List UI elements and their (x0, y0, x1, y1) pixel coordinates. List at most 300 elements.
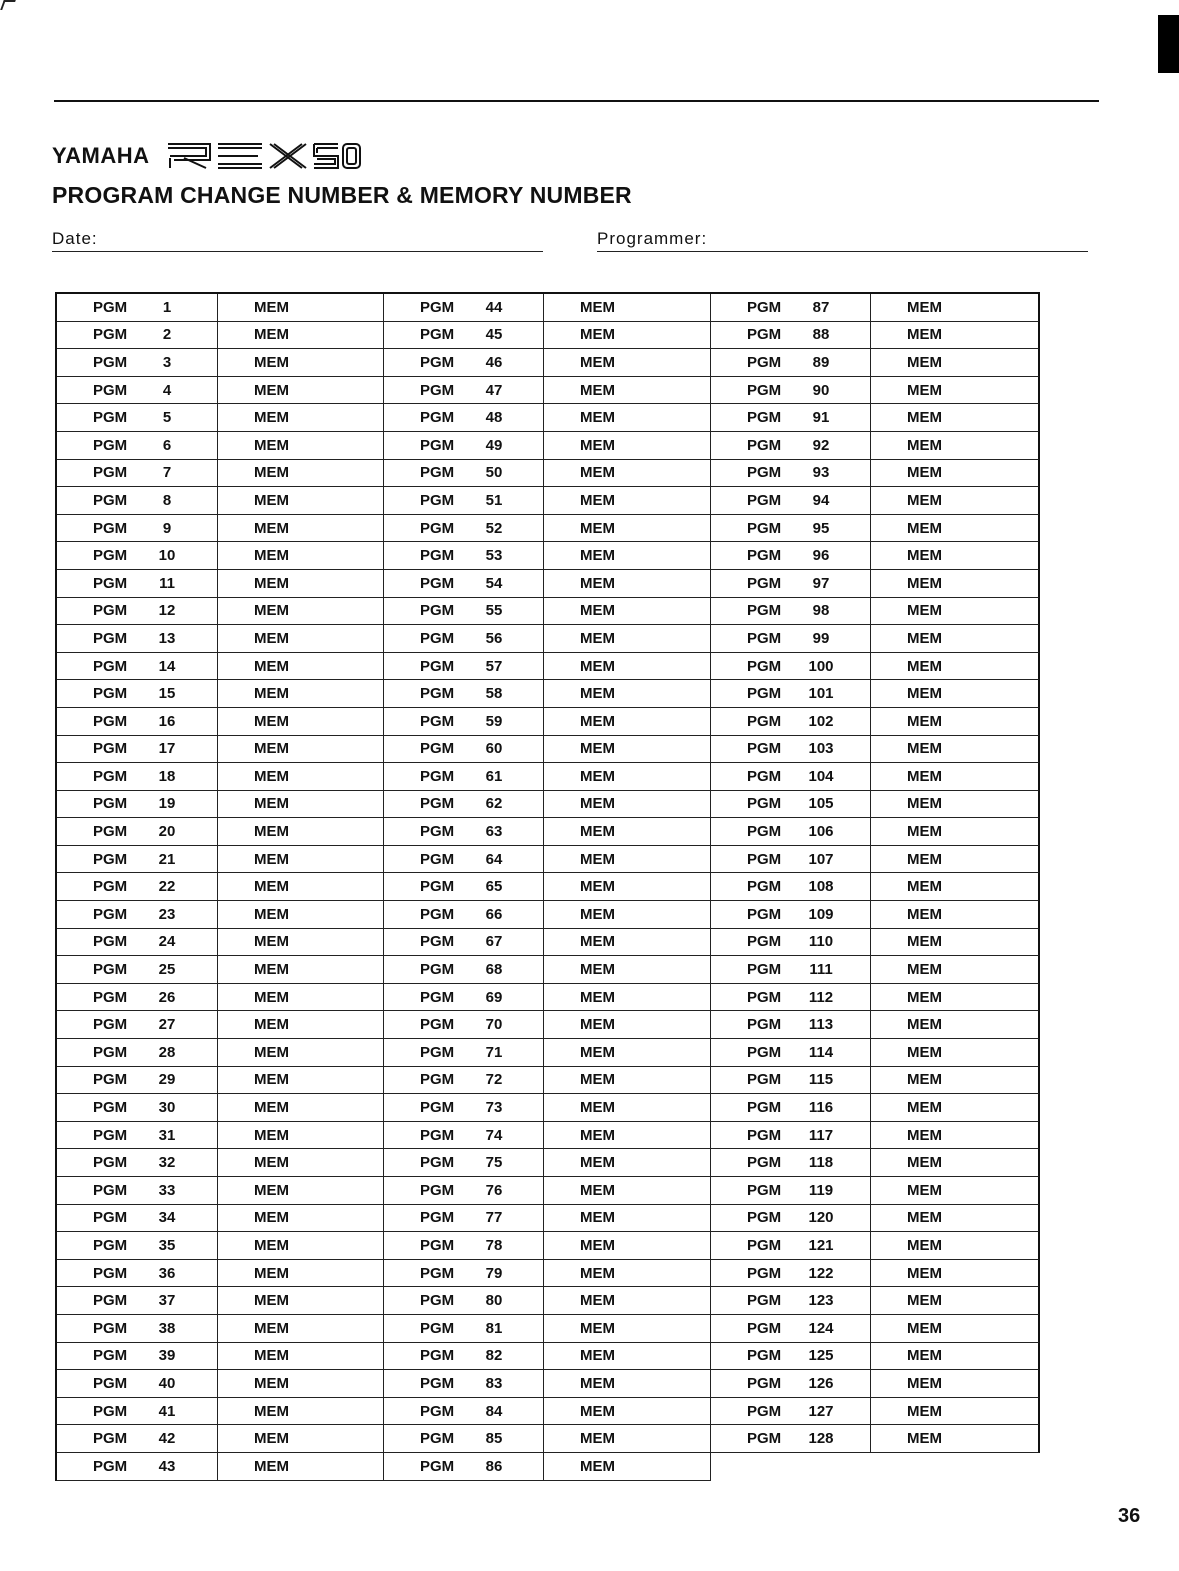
pgm-cell (384, 1260, 544, 1288)
pgm-label: PGM (420, 1099, 455, 1117)
mem-cell[interactable] (218, 294, 384, 322)
mem-cell[interactable] (871, 1232, 1040, 1260)
pgm-label: PGM (420, 850, 455, 868)
mem-cell[interactable] (218, 570, 384, 598)
pgm-label: PGM (93, 574, 128, 592)
pgm-label: PGM (420, 712, 455, 730)
pgm-number: 60 (485, 740, 503, 758)
mem-label: MEM (580, 602, 615, 620)
mem-cell[interactable] (218, 736, 384, 764)
mem-cell[interactable] (871, 1205, 1040, 1233)
pgm-cell (711, 377, 871, 405)
mem-cell[interactable] (218, 625, 384, 653)
mem-cell[interactable] (218, 1453, 384, 1481)
pgm-number: 76 (485, 1181, 503, 1199)
pgm-number: 26 (158, 988, 176, 1006)
mem-label: MEM (254, 602, 289, 620)
pgm-number: 104 (808, 767, 834, 785)
mem-cell[interactable] (218, 598, 384, 626)
pgm-number: 61 (485, 767, 503, 785)
mem-cell[interactable] (544, 708, 711, 736)
pgm-cell (711, 1011, 871, 1039)
pgm-label: PGM (420, 823, 455, 841)
pgm-number: 10 (158, 547, 176, 565)
mem-cell[interactable] (544, 460, 711, 488)
pgm-number: 48 (485, 409, 503, 427)
mem-cell[interactable] (871, 1398, 1040, 1426)
mem-cell[interactable] (871, 598, 1040, 626)
mem-cell[interactable] (544, 680, 711, 708)
pgm-number: 67 (485, 933, 503, 951)
pgm-cell (57, 1094, 218, 1122)
mem-cell[interactable] (218, 1398, 384, 1426)
mem-cell[interactable] (871, 294, 1040, 322)
pgm-label: PGM (93, 1043, 128, 1061)
pgm-cell (57, 625, 218, 653)
mem-cell[interactable] (871, 432, 1040, 460)
mem-cell[interactable] (218, 1260, 384, 1288)
mem-cell[interactable] (544, 377, 711, 405)
mem-label: MEM (580, 1430, 615, 1448)
mem-cell[interactable] (871, 570, 1040, 598)
pgm-label: PGM (93, 602, 128, 620)
mem-cell[interactable] (871, 1287, 1040, 1315)
mem-cell[interactable] (218, 460, 384, 488)
mem-cell[interactable] (218, 1370, 384, 1398)
mem-cell[interactable] (871, 929, 1040, 957)
pgm-number: 78 (485, 1236, 503, 1254)
mem-label: MEM (580, 850, 615, 868)
pgm-number: 52 (485, 519, 503, 537)
pgm-label: PGM (747, 409, 782, 427)
mem-cell[interactable] (871, 1039, 1040, 1067)
pgm-cell (384, 515, 544, 543)
pgm-label: PGM (93, 767, 128, 785)
mem-cell[interactable] (218, 680, 384, 708)
pgm-label: PGM (93, 657, 128, 675)
mem-cell[interactable] (218, 1425, 384, 1453)
mem-cell[interactable] (871, 1177, 1040, 1205)
mem-cell[interactable] (544, 487, 711, 515)
mem-cell[interactable] (544, 294, 711, 322)
pgm-label: PGM (747, 1430, 782, 1448)
mem-cell[interactable] (871, 349, 1040, 377)
mem-label: MEM (907, 326, 942, 344)
pgm-number: 80 (485, 1292, 503, 1310)
pgm-number: 118 (808, 1154, 834, 1172)
mem-cell[interactable] (544, 1205, 711, 1233)
mem-label: MEM (580, 1347, 615, 1365)
pgm-label: PGM (93, 547, 128, 565)
mem-cell[interactable] (218, 1149, 384, 1177)
mem-cell[interactable] (871, 791, 1040, 819)
mem-cell[interactable] (544, 404, 711, 432)
pgm-cell (711, 1425, 871, 1453)
mem-cell[interactable] (871, 1260, 1040, 1288)
pgm-cell (57, 1232, 218, 1260)
mem-cell[interactable] (544, 1094, 711, 1122)
pgm-cell (384, 1287, 544, 1315)
pgm-cell (711, 736, 871, 764)
pgm-cell (57, 736, 218, 764)
mem-cell[interactable] (218, 984, 384, 1012)
mem-label: MEM (254, 519, 289, 537)
pgm-label: PGM (747, 850, 782, 868)
pgm-label: PGM (420, 740, 455, 758)
mem-cell[interactable] (871, 1067, 1040, 1095)
mem-cell[interactable] (218, 846, 384, 874)
mem-cell[interactable] (871, 956, 1040, 984)
mem-cell[interactable] (544, 846, 711, 874)
pgm-cell (57, 956, 218, 984)
mem-cell[interactable] (871, 984, 1040, 1012)
pgm-cell (384, 901, 544, 929)
pgm-number: 32 (158, 1154, 176, 1172)
pgm-label: PGM (747, 1016, 782, 1034)
pgm-label: PGM (420, 657, 455, 675)
pgm-label: PGM (420, 602, 455, 620)
pgm-number: 82 (485, 1347, 503, 1365)
pgm-cell (57, 708, 218, 736)
mem-label: MEM (580, 795, 615, 813)
mem-cell[interactable] (871, 708, 1040, 736)
mem-cell[interactable] (218, 873, 384, 901)
pgm-number: 29 (158, 1071, 176, 1089)
mem-label: MEM (254, 657, 289, 675)
mem-cell[interactable] (218, 349, 384, 377)
pgm-label: PGM (420, 1264, 455, 1282)
pgm-label: PGM (747, 1209, 782, 1227)
mem-label: MEM (254, 712, 289, 730)
mem-cell[interactable] (544, 1287, 711, 1315)
pgm-label: PGM (420, 574, 455, 592)
mem-cell[interactable] (871, 901, 1040, 929)
pgm-number: 41 (158, 1402, 176, 1420)
pgm-label: PGM (93, 298, 128, 316)
pgm-cell (57, 515, 218, 543)
mem-cell[interactable] (871, 1425, 1040, 1453)
mem-cell[interactable] (544, 873, 711, 901)
mem-cell[interactable] (544, 818, 711, 846)
mem-cell[interactable] (218, 1232, 384, 1260)
pgm-number: 57 (485, 657, 503, 675)
page-number: 36 (1118, 1505, 1141, 1527)
mem-cell[interactable] (871, 404, 1040, 432)
pgm-number: 95 (812, 519, 830, 537)
mem-cell[interactable] (544, 791, 711, 819)
mem-cell[interactable] (218, 542, 384, 570)
pgm-number: 100 (808, 657, 834, 675)
pgm-label: PGM (747, 1099, 782, 1117)
mem-label: MEM (907, 381, 942, 399)
mem-cell[interactable] (218, 653, 384, 681)
pgm-label: PGM (420, 519, 455, 537)
mem-label: MEM (254, 547, 289, 565)
mem-cell[interactable] (871, 487, 1040, 515)
pgm-cell (711, 322, 871, 350)
pgm-number: 126 (808, 1374, 834, 1392)
pgm-label: PGM (747, 1264, 782, 1282)
pgm-label: PGM (420, 795, 455, 813)
pgm-number: 9 (162, 519, 172, 537)
pgm-number: 117 (808, 1126, 834, 1144)
mem-cell[interactable] (871, 736, 1040, 764)
pgm-cell (384, 791, 544, 819)
mem-cell[interactable] (544, 1370, 711, 1398)
mem-cell[interactable] (218, 901, 384, 929)
pgm-label: PGM (93, 629, 128, 647)
mem-cell[interactable] (871, 1149, 1040, 1177)
mem-cell[interactable] (871, 460, 1040, 488)
mem-cell[interactable] (871, 1094, 1040, 1122)
mem-cell[interactable] (218, 1177, 384, 1205)
pgm-number: 89 (812, 353, 830, 371)
pgm-cell (384, 763, 544, 791)
mem-cell[interactable] (871, 515, 1040, 543)
mem-cell[interactable] (218, 1067, 384, 1095)
pgm-number: 40 (158, 1374, 176, 1392)
pgm-cell (384, 349, 544, 377)
mem-label: MEM (254, 1264, 289, 1282)
mem-cell[interactable] (544, 1149, 711, 1177)
mem-cell[interactable] (218, 929, 384, 957)
mem-cell[interactable] (544, 1343, 711, 1371)
pgm-cell (57, 349, 218, 377)
mem-cell[interactable] (218, 404, 384, 432)
mem-cell[interactable] (544, 542, 711, 570)
mem-label: MEM (907, 685, 942, 703)
mem-cell[interactable] (544, 1011, 711, 1039)
pgm-cell (384, 1039, 544, 1067)
mem-cell[interactable] (218, 1011, 384, 1039)
pgm-number: 59 (485, 712, 503, 730)
mem-label: MEM (580, 905, 615, 923)
mem-label: MEM (907, 1154, 942, 1172)
pgm-cell (711, 542, 871, 570)
pgm-label: PGM (747, 685, 782, 703)
mem-cell[interactable] (544, 1398, 711, 1426)
mem-cell[interactable] (544, 1039, 711, 1067)
mem-cell[interactable] (544, 432, 711, 460)
mem-cell[interactable] (871, 873, 1040, 901)
mem-cell[interactable] (871, 680, 1040, 708)
pgm-number: 42 (158, 1430, 176, 1448)
pgm-label: PGM (420, 767, 455, 785)
mem-cell[interactable] (544, 1315, 711, 1343)
mem-cell[interactable] (871, 1122, 1040, 1150)
mem-cell[interactable] (544, 1453, 711, 1481)
mem-label: MEM (907, 547, 942, 565)
pgm-cell (384, 1149, 544, 1177)
mem-cell[interactable] (544, 625, 711, 653)
mem-cell[interactable] (871, 818, 1040, 846)
mem-label: MEM (907, 1264, 942, 1282)
mem-cell[interactable] (544, 1177, 711, 1205)
pgm-label: PGM (747, 823, 782, 841)
mem-label: MEM (580, 988, 615, 1006)
pgm-label: PGM (93, 878, 128, 896)
mem-label: MEM (580, 823, 615, 841)
pgm-cell (711, 1149, 871, 1177)
mem-cell[interactable] (871, 542, 1040, 570)
mem-cell[interactable] (218, 322, 384, 350)
mem-cell[interactable] (218, 377, 384, 405)
pgm-number: 65 (485, 878, 503, 896)
mem-cell[interactable] (544, 1122, 711, 1150)
mem-cell[interactable] (544, 570, 711, 598)
pgm-cell (384, 1232, 544, 1260)
mem-label: MEM (580, 933, 615, 951)
pgm-label: PGM (747, 1347, 782, 1365)
pgm-cell (384, 1398, 544, 1426)
pgm-label: PGM (420, 988, 455, 1006)
pgm-cell (57, 542, 218, 570)
mem-cell[interactable] (544, 1067, 711, 1095)
mem-cell[interactable] (218, 763, 384, 791)
pgm-label: PGM (420, 1374, 455, 1392)
pgm-number: 56 (485, 629, 503, 647)
mem-cell[interactable] (218, 956, 384, 984)
pgm-cell (711, 846, 871, 874)
pgm-label: PGM (420, 381, 455, 399)
pgm-number: 110 (808, 933, 834, 951)
mem-cell[interactable] (218, 487, 384, 515)
mem-cell[interactable] (871, 1370, 1040, 1398)
pgm-cell (384, 929, 544, 957)
mem-cell[interactable] (544, 1260, 711, 1288)
mem-label: MEM (580, 1154, 615, 1172)
pgm-cell (711, 653, 871, 681)
pgm-cell (711, 1370, 871, 1398)
mem-cell[interactable] (544, 984, 711, 1012)
pgm-label: PGM (747, 657, 782, 675)
top-rule (54, 100, 1099, 102)
mem-cell[interactable] (218, 818, 384, 846)
mem-label: MEM (254, 850, 289, 868)
mem-cell[interactable] (218, 1315, 384, 1343)
pgm-label: PGM (93, 961, 128, 979)
mem-cell[interactable] (218, 432, 384, 460)
pgm-label: PGM (747, 795, 782, 813)
mem-cell[interactable] (544, 515, 711, 543)
mem-cell[interactable] (544, 1425, 711, 1453)
pgm-cell (711, 791, 871, 819)
mem-cell[interactable] (871, 322, 1040, 350)
mem-cell[interactable] (218, 708, 384, 736)
pgm-number: 97 (812, 574, 830, 592)
pgm-label: PGM (93, 1181, 128, 1199)
mem-cell[interactable] (218, 1039, 384, 1067)
pgm-number: 39 (158, 1347, 176, 1365)
pgm-number: 87 (812, 298, 830, 316)
pgm-cell (384, 625, 544, 653)
mem-cell[interactable] (871, 1011, 1040, 1039)
mem-label: MEM (580, 1264, 615, 1282)
pgm-cell (711, 818, 871, 846)
mem-cell[interactable] (544, 598, 711, 626)
pgm-cell (384, 1453, 544, 1481)
pgm-label: PGM (747, 298, 782, 316)
mem-cell[interactable] (544, 322, 711, 350)
mem-cell[interactable] (544, 763, 711, 791)
pgm-cell (384, 846, 544, 874)
pgm-number: 43 (158, 1457, 176, 1475)
mem-cell[interactable] (544, 956, 711, 984)
mem-label: MEM (254, 933, 289, 951)
pgm-label: PGM (420, 933, 455, 951)
pgm-number: 20 (158, 823, 176, 841)
mem-label: MEM (907, 961, 942, 979)
mem-cell[interactable] (218, 1094, 384, 1122)
mem-label: MEM (254, 353, 289, 371)
mem-label: MEM (580, 712, 615, 730)
mem-cell[interactable] (871, 625, 1040, 653)
pgm-label: PGM (420, 491, 455, 509)
mem-label: MEM (580, 961, 615, 979)
mem-cell[interactable] (218, 1205, 384, 1233)
mem-label: MEM (254, 685, 289, 703)
pgm-label: PGM (747, 574, 782, 592)
mem-cell[interactable] (544, 929, 711, 957)
pgm-number: 64 (485, 850, 503, 868)
mem-cell[interactable] (871, 377, 1040, 405)
mem-cell[interactable] (871, 763, 1040, 791)
pgm-number: 24 (158, 933, 176, 951)
mem-label: MEM (254, 1071, 289, 1089)
mem-cell[interactable] (871, 846, 1040, 874)
pgm-number: 53 (485, 547, 503, 565)
mem-label: MEM (580, 326, 615, 344)
pgm-number: 46 (485, 353, 503, 371)
mem-cell[interactable] (218, 791, 384, 819)
pgm-cell (57, 1425, 218, 1453)
pgm-number: 58 (485, 685, 503, 703)
header (52, 140, 362, 172)
mem-cell[interactable] (871, 653, 1040, 681)
mem-cell[interactable] (871, 1343, 1040, 1371)
mem-cell[interactable] (544, 653, 711, 681)
pgm-number: 119 (808, 1181, 834, 1199)
mem-cell[interactable] (218, 515, 384, 543)
mem-cell[interactable] (544, 349, 711, 377)
mem-cell[interactable] (544, 901, 711, 929)
mem-cell[interactable] (871, 1315, 1040, 1343)
pgm-cell (711, 763, 871, 791)
pgm-number: 73 (485, 1099, 503, 1117)
pgm-cell (711, 901, 871, 929)
mem-cell[interactable] (218, 1122, 384, 1150)
mem-label: MEM (254, 1402, 289, 1420)
pgm-cell (57, 1039, 218, 1067)
pgm-label: PGM (93, 326, 128, 344)
pgm-number: 98 (812, 602, 830, 620)
pgm-cell (57, 294, 218, 322)
mem-label: MEM (580, 740, 615, 758)
pgm-number: 79 (485, 1264, 503, 1282)
pgm-label: PGM (747, 629, 782, 647)
pgm-cell (711, 680, 871, 708)
pgm-label: PGM (747, 547, 782, 565)
pgm-label: PGM (420, 326, 455, 344)
pgm-cell (711, 1315, 871, 1343)
pgm-number: 11 (159, 574, 175, 592)
mem-cell[interactable] (544, 1232, 711, 1260)
mem-cell[interactable] (218, 1343, 384, 1371)
mem-cell[interactable] (218, 1287, 384, 1315)
mem-cell[interactable] (544, 736, 711, 764)
mem-label: MEM (907, 767, 942, 785)
pgm-label: PGM (93, 353, 128, 371)
